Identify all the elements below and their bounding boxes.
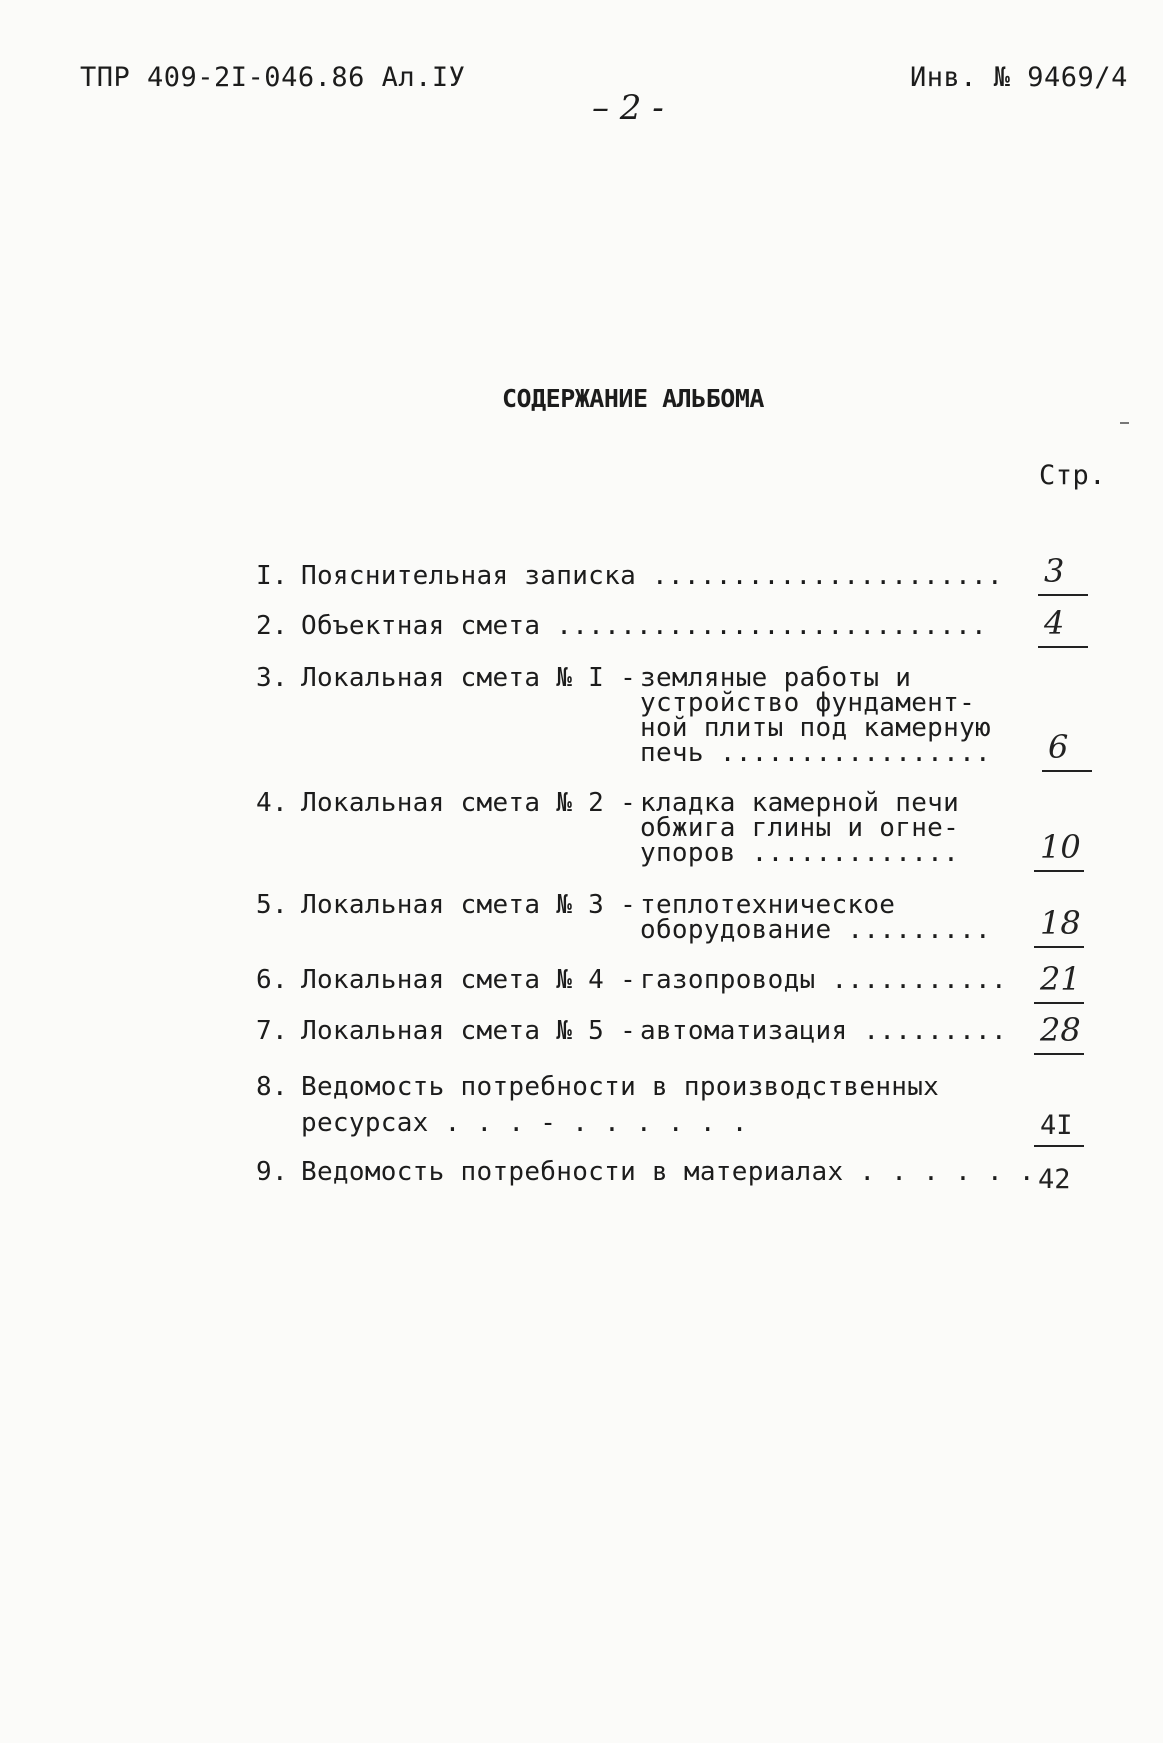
- entry-desc-line: кладка камерной печи: [640, 788, 960, 818]
- entry-page-9: [1038, 1164, 1071, 1195]
- page-value: 10: [1040, 828, 1081, 866]
- page-value: 28: [1040, 1011, 1081, 1049]
- inventory-number: Инв. № 9469/4: [910, 62, 1128, 93]
- entry-page-3: [1048, 728, 1068, 766]
- entry-page-5: [1040, 904, 1081, 942]
- page-value: 21: [1040, 960, 1081, 998]
- page-value: 42: [1038, 1164, 1071, 1195]
- entry-number: 6.: [256, 965, 288, 995]
- entry-title: Локальная смета № 2 -: [301, 788, 637, 818]
- entry-title: Локальная смета № 4 -: [301, 965, 637, 995]
- scan-mark: [1120, 422, 1129, 424]
- entry-title: Ведомость потребности в производственных: [301, 1072, 940, 1102]
- page-value: 6: [1048, 728, 1069, 766]
- entry-number: 2.: [256, 611, 288, 641]
- page-value: 4: [1044, 604, 1065, 642]
- entry-desc-line: теплотехническое: [640, 890, 896, 920]
- entry-title: Объектная смета ...........................: [301, 611, 987, 641]
- page-number-mark: – 2 -: [592, 88, 664, 128]
- document-title: СОДЕРЖАНИЕ АЛЬБОМА: [502, 384, 764, 413]
- entry-page-8: [1040, 1110, 1073, 1141]
- entry-page-2: [1044, 604, 1064, 642]
- entry-desc-line: земляные работы и: [640, 663, 912, 693]
- entry-page-4: [1040, 828, 1081, 866]
- entry-title: Локальная смета № I -: [301, 663, 637, 693]
- entry-number: 4.: [256, 788, 288, 818]
- entry-number: 9.: [256, 1157, 288, 1187]
- entry-desc-line: печь .................: [640, 738, 991, 768]
- entry-title: Ведомость потребности в материалах . . . . . .: [301, 1157, 1035, 1187]
- page-value: 3: [1044, 552, 1065, 590]
- entry-page-6: [1040, 960, 1081, 998]
- entry-title-line-2: ресурсах . . . - . . . . . .: [301, 1108, 748, 1138]
- doc-code: ТПР 409-2I-046.86 Ал.IУ: [80, 62, 466, 93]
- entry-number: 7.: [256, 1016, 288, 1046]
- entry-title: Локальная смета № 3 -: [301, 890, 637, 920]
- entry-number: 8.: [256, 1072, 288, 1102]
- entry-page-7: [1040, 1011, 1081, 1049]
- entry-desc-line: газопроводы ...........: [640, 965, 1007, 995]
- page-value: 4I: [1040, 1110, 1073, 1141]
- entry-desc-line: обжига глины и огне-: [640, 813, 960, 843]
- entry-number: I.: [256, 561, 288, 591]
- entry-desc-line: устройство фундамент-: [640, 688, 976, 718]
- page-value: 18: [1040, 904, 1081, 942]
- page-column-label: Стр.: [1039, 460, 1107, 491]
- entry-page-1: [1044, 552, 1064, 590]
- entry-desc-line: ной плиты под камерную: [640, 713, 991, 743]
- entry-number: 5.: [256, 890, 288, 920]
- entry-desc-line: упоров .............: [640, 838, 960, 868]
- entry-title: Пояснительная записка ......................: [301, 561, 1003, 591]
- entry-title: Локальная смета № 5 -: [301, 1016, 637, 1046]
- entry-desc-line: оборудование .........: [640, 915, 991, 945]
- entry-desc-line: автоматизация .........: [640, 1016, 1007, 1046]
- entry-number: 3.: [256, 663, 288, 693]
